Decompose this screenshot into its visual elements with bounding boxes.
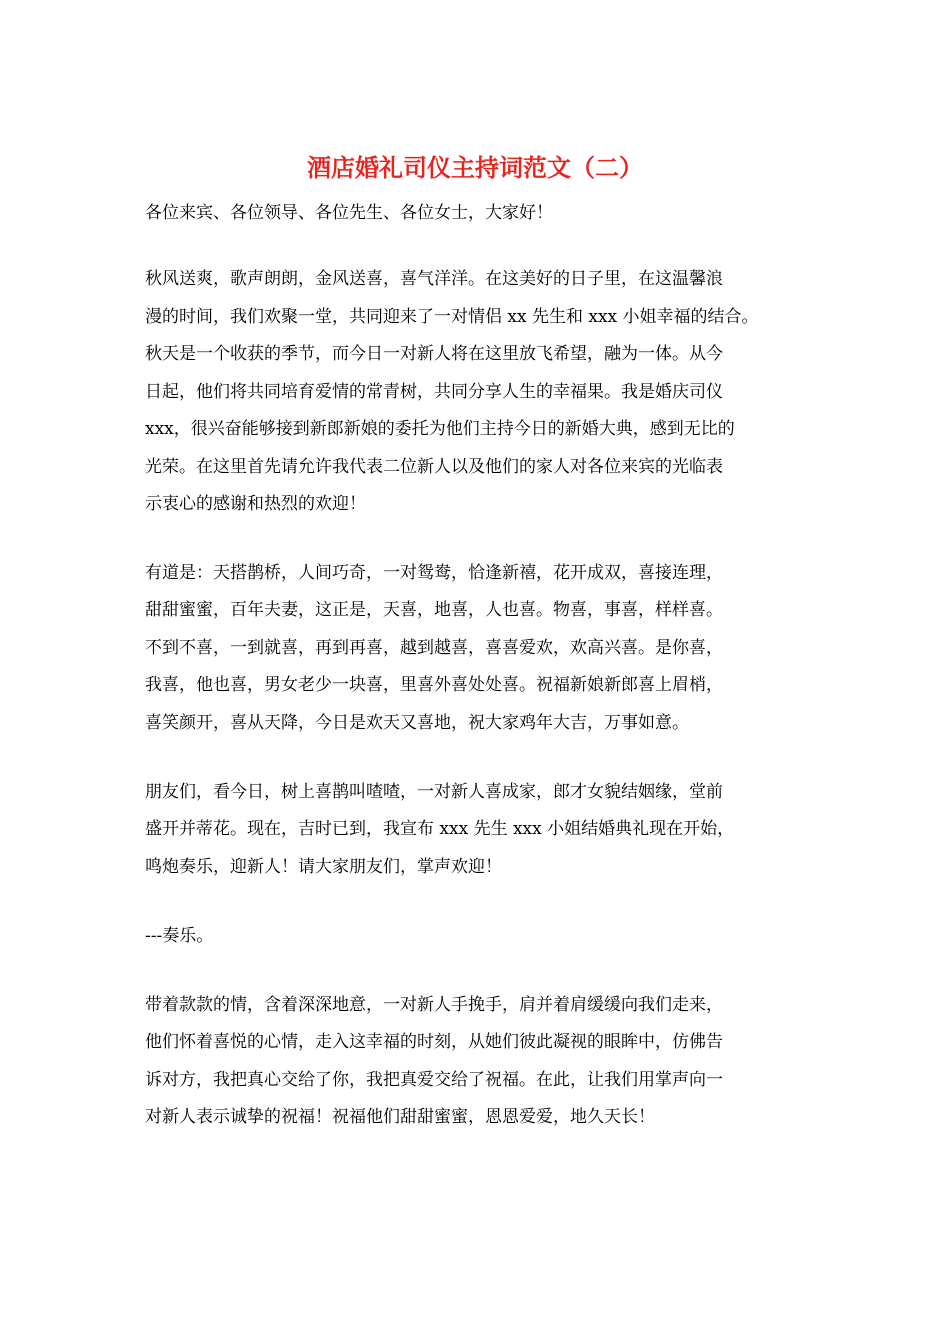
document-title: 酒店婚礼司仪主持词范文（二）	[307, 153, 643, 182]
paragraph-1-line-7: 示衷心的感谢和热烈的欢迎！	[145, 494, 366, 514]
paragraph-1-line-1: 秋风送爽，歌声朗朗，金风送喜，喜气洋洋。在这美好的日子里，在这温馨浪	[145, 269, 723, 289]
paragraph-5-line-1: 带着款款的情，含着深深地意，一对新人手挽手，肩并着肩缓缓向我们走来，	[145, 995, 723, 1015]
paragraph-4-line-1: ---奏乐。	[145, 926, 214, 946]
paragraph-5-line-3: 诉对方，我把真心交给了你，我把真爱交给了祝福。在此，让我们用掌声向一	[145, 1070, 723, 1090]
paragraph-1-line-5: xxx，很兴奋能够接到新郎新娘的委托为他们主持今日的新婚大典，感到无比的	[145, 419, 735, 439]
paragraph-1-line-2: 漫的时间，我们欢聚一堂，共同迎来了一对情侣 xx 先生和 xxx 小姐幸福的结合。	[145, 307, 759, 327]
paragraph-5-line-2: 他们怀着喜悦的心情，走入这幸福的时刻，从她们彼此凝视的眼眸中，仿佛告	[145, 1032, 723, 1052]
paragraph-3-line-3: 鸣炮奏乐，迎新人！请大家朋友们，掌声欢迎！	[145, 857, 502, 877]
paragraph-1-line-3: 秋天是一个收获的季节，而今日一对新人将在这里放飞希望，融为一体。从今	[145, 344, 723, 364]
paragraph-3-line-1: 朋友们，看今日，树上喜鹊叫喳喳，一对新人喜成家，郎才女貌结姻缘，堂前	[145, 782, 723, 802]
paragraph-1-line-4: 日起，他们将共同培育爱情的常青树，共同分享人生的幸福果。我是婚庆司仪	[145, 382, 723, 402]
paragraph-2-line-1: 有道是：天搭鹊桥，人间巧奇，一对鸳鸯，恰逢新禧，花开成双，喜接连理，	[145, 563, 723, 583]
greeting-line: 各位来宾、各位领导、各位先生、各位女士，大家好！	[145, 203, 553, 223]
paragraph-3-line-2: 盛开并蒂花。现在，吉时已到，我宣布 xxx 先生 xxx 小姐结婚典礼现在开始，	[145, 819, 735, 839]
paragraph-1-line-6: 光荣。在这里首先请允许我代表二位新人以及他们的家人对各位来宾的光临表	[145, 457, 723, 477]
paragraph-2-line-5: 喜笑颜开，喜从天降，今日是欢天又喜地，祝大家鸡年大吉，万事如意。	[145, 713, 689, 733]
paragraph-2-line-2: 甜甜蜜蜜，百年夫妻，这正是，天喜，地喜，人也喜。物喜，事喜，样样喜。	[145, 600, 723, 620]
paragraph-2-line-3: 不到不喜，一到就喜，再到再喜，越到越喜，喜喜爱欢，欢高兴喜。是你喜，	[145, 638, 723, 658]
paragraph-5-line-4: 对新人表示诚挚的祝福！祝福他们甜甜蜜蜜，恩恩爱爱，地久天长！	[145, 1107, 655, 1127]
paragraph-2-line-4: 我喜，他也喜，男女老少一块喜，里喜外喜处处喜。祝福新娘新郎喜上眉梢，	[145, 675, 723, 695]
